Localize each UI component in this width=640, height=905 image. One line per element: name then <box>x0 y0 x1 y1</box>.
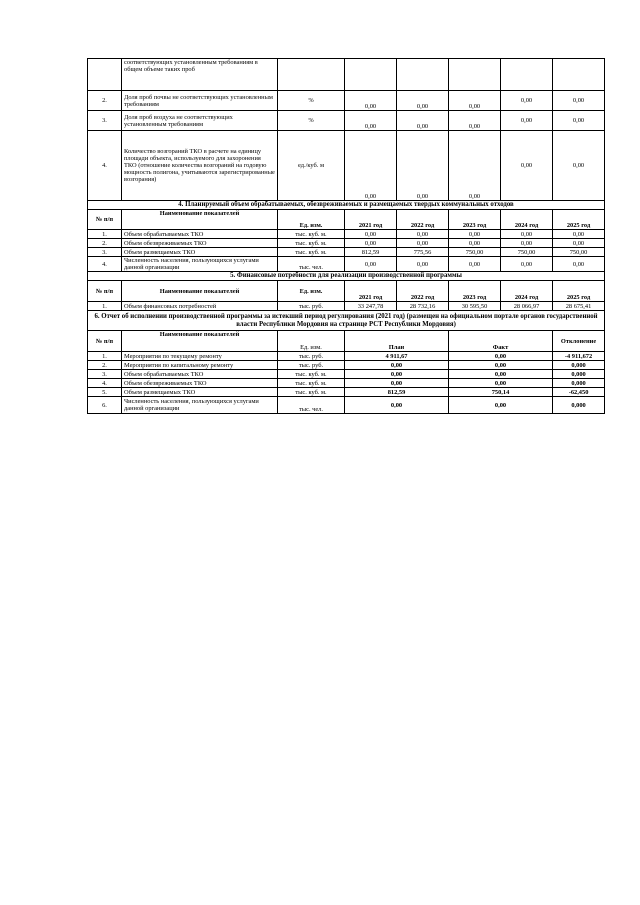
section-4-title: 4. Планируемый объем обрабатываемых, обезвреживаемых и размещаемых твердых коммунальных отходов <box>88 201 605 210</box>
section-title-row <box>88 272 605 281</box>
indicator-name: Доля проб почвы не соответствующих установленным требованиям <box>122 91 278 111</box>
section-title-row <box>88 311 605 331</box>
indicator-name: Количество возгораний ТКО в расчете на единицу площади объекта, используемого для захоронения ТКО (отношение количества возгораний на годовую мощность полигона, учитываются зарегистрированные возгорания) <box>122 131 278 201</box>
table-row: 3. Доля проб воздуха не соответствующих установленным требованиям % 0,00 0,00 0,00 0,00 0,00 <box>88 111 605 131</box>
indicator-name: соответствующих установленным требованиям в общем объеме таких проб <box>122 59 278 91</box>
unit: % <box>278 111 345 131</box>
table-row: 4. Объем обезвреживаемых ТКО тыс. куб. м. 0,00 0,00 0,000 <box>88 379 605 388</box>
unit: % <box>278 91 345 111</box>
table-row: 4. Количество возгораний ТКО в расчете на единицу площади объекта, используемого для захоронения ТКО (отношение количества возгораний на годовую мощность полигона, учитываются зарегистрированные возгорания) ед./куб. м 0,00 0,00 0,00 0,00 0,00 <box>88 131 605 201</box>
section-6-title: 6. Отчет об исполнении производственной программы за истекший период регулирования (2021 год) (размещен на официальном портале органов государственной власти Республики Мордовия на странице РСТ Республики Мордовия) <box>88 311 605 331</box>
table-row: 4. Численность населения, пользующихся услугами данной организации тыс. чел. 0,00 0,00 0,00 0,00 0,00 <box>88 257 605 272</box>
program-report-table <box>87 310 605 414</box>
document-page <box>87 58 604 414</box>
header-row: № п/п Наименование показателей Ед. изм. 2021 год 2022 год 2023 год 2024 год 2025 год <box>88 210 605 230</box>
section-title-row <box>88 201 605 210</box>
table-row: 2. Доля проб почвы не соответствующих установленным требованиям % 0,00 0,00 0,00 0,00 0,00 <box>88 91 605 111</box>
header-row: № п/п Наименование показателей Ед. изм. План Факт Отклонение <box>88 331 605 352</box>
header-row: № п/п Наименование показателей Ед. изм. 2021 год 2022 год 2023 год 2024 год 2025 год <box>88 281 605 302</box>
table-row: 1. Объем обрабатываемых ТКО тыс. куб. м. 0,00 0,00 0,00 0,00 0,00 <box>88 230 605 239</box>
row-number: 2. <box>88 91 122 111</box>
table-row: 3. Объем обрабатываемых ТКО тыс. куб. м. 0,00 0,00 0,000 <box>88 370 605 379</box>
table-row: 6. Численность населения, пользующихся услугами данной организации тыс. чел. 0,00 0,00 0,000 <box>88 397 605 414</box>
table-row: 3. Объем размещаемых ТКО тыс. куб. м. 812,59 775,56 750,00 750,00 750,00 <box>88 248 605 257</box>
table-row: 2. Мероприятия по капитальному ремонту тыс. руб. 0,00 0,00 0,000 <box>88 361 605 370</box>
table-row: 1. Объем финансовых потребностей тыс. руб. 33 247,78 28 732,16 30 595,50 28 066,97 28 675,41 <box>88 302 605 311</box>
section-5-title: 5. Финансовые потребности для реализации производственной программы <box>88 272 605 281</box>
unit: ед./куб. м <box>278 131 345 201</box>
production-program-table <box>87 58 605 311</box>
indicator-name: Доля проб воздуха не соответствующих установленным требованиям <box>122 111 278 131</box>
row-number: 4. <box>88 131 122 201</box>
table-row: 1. Мероприятия по текущему ремонту тыс. руб. 4 911,67 0,00 -4 911,672 <box>88 352 605 361</box>
table-row: 2. Объем обезвреживаемых ТКО тыс. куб. м. 0,00 0,00 0,00 0,00 0,00 <box>88 239 605 248</box>
table-row: 5. Объем размещаемых ТКО тыс. куб. м. 812,59 750,14 -62,450 <box>88 388 605 397</box>
row-number: 3. <box>88 111 122 131</box>
table-row <box>88 59 605 91</box>
